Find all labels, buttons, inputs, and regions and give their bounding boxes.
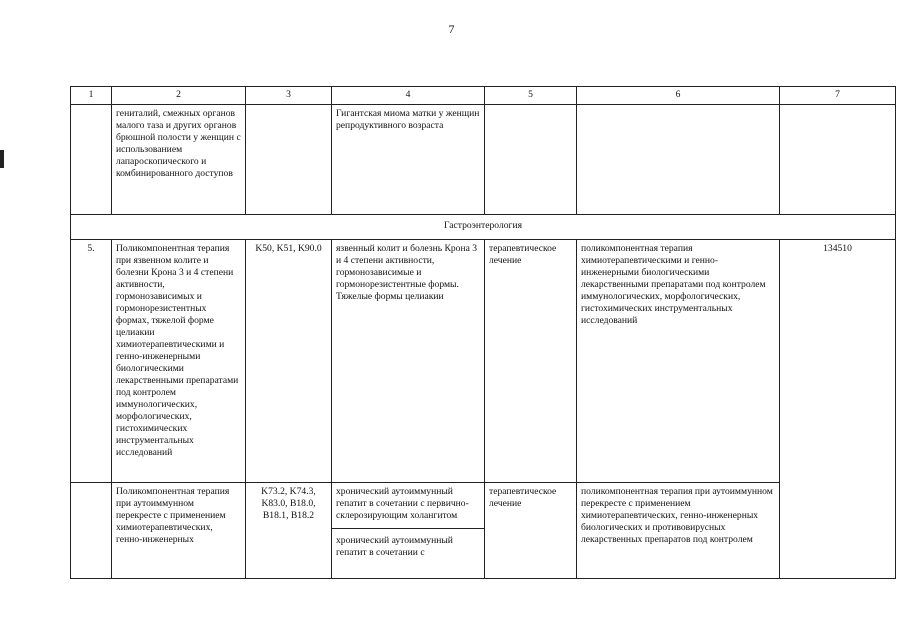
cost-cell	[780, 105, 896, 215]
column-header: 6	[577, 87, 780, 105]
patient-model-cell: Гигантская миома матки у женщин репродуктивного возраста	[332, 105, 485, 215]
scan-edge-mark	[0, 150, 4, 168]
column-header: 2	[112, 87, 246, 105]
icd-codes-cell	[246, 105, 332, 215]
procedure-name-cell: гениталий, смежных органов малого таза и других органов брюшной полости у женщин с использованием лапароскопического и комбинированного доступов	[112, 105, 246, 215]
table-row	[71, 240, 896, 483]
section-row	[71, 215, 896, 240]
row-number-cell: 5.	[71, 240, 112, 483]
section-title: Гастроэнтерология	[71, 215, 896, 240]
patient-model-item: хронический аутоиммунный гепатит в сочетании с первично-склерозирующим холангитом	[332, 486, 484, 529]
medical-care-table	[70, 86, 896, 579]
cost-cell: 134510	[780, 240, 896, 579]
page-number: 7	[448, 22, 455, 36]
icd-codes-cell: K73.2, K74.3, K83.0, B18.0, B18.1, B18.2	[246, 483, 332, 579]
row-number-cell	[71, 483, 112, 579]
treatment-method-cell: поликомпонентная терапия при аутоиммунном перекресте с применением химиотерапевтических, генно-инженерных биологических и противовирусных лекарственных препаратов под контролем	[577, 483, 780, 579]
procedure-name-cell: Поликомпонентная терапия при аутоиммунном перекресте с применением химиотерапевтических, генно-инженерных	[112, 483, 246, 579]
treatment-method-cell: поликомпонентная терапия химиотерапевтическими и генно-инженерными биологическими лекарственными препаратами под контролем иммунологических, морфологических, гистохимических инструментальных исследований	[577, 240, 780, 483]
column-header: 4	[332, 87, 485, 105]
treatment-method-cell	[577, 105, 780, 215]
icd-codes-cell: K50, K51, K90.0	[246, 240, 332, 483]
patient-model-item: хронический аутоиммунный гепатит в сочетании с	[336, 535, 453, 558]
treatment-type-cell	[485, 105, 577, 215]
row-number-cell	[71, 105, 112, 215]
column-header: 3	[246, 87, 332, 105]
column-number-row	[71, 87, 896, 105]
treatment-type-cell: терапевтическое лечение	[485, 240, 577, 483]
table-row	[71, 483, 896, 579]
column-header: 1	[71, 87, 112, 105]
patient-model-cell	[332, 483, 485, 579]
procedure-name-cell: Поликомпонентная терапия при язвенном колите и болезни Крона 3 и 4 степени активности, гормонозависимых и гормонорезистентных формах, тяжелой форме целиакии химиотерапевтическими и генно-инженерными биологическими лекарственными препаратами под контролем иммунологических, морфологических, гистохимических инструментальных исследований	[112, 240, 246, 483]
column-header: 7	[780, 87, 896, 105]
patient-model-cell: язвенный колит и болезнь Крона 3 и 4 степени активности, гормонозависимые и гормонорезистентные формы. Тяжелые формы целиакии	[332, 240, 485, 483]
column-header: 5	[485, 87, 577, 105]
treatment-type-cell: терапевтическое лечение	[485, 483, 577, 579]
continuation-row	[71, 105, 896, 215]
